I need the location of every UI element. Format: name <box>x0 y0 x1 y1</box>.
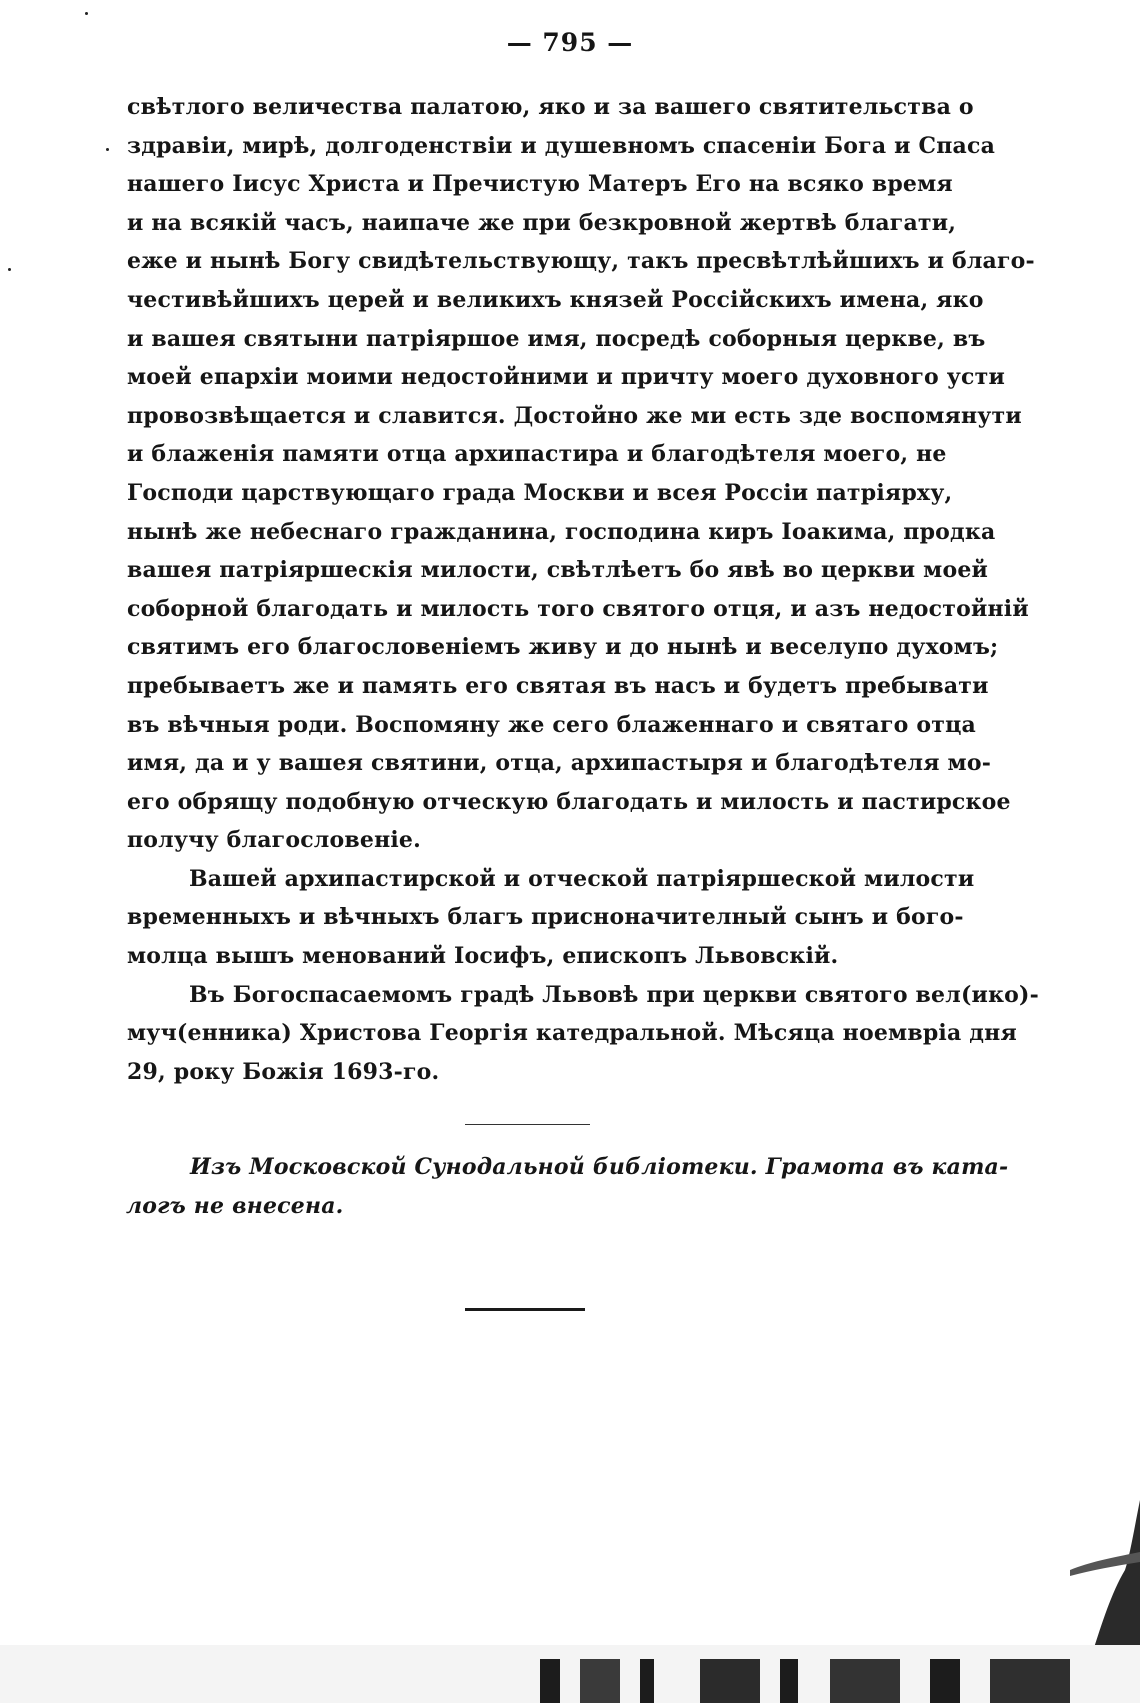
scan-edge-bar <box>830 1659 900 1703</box>
scan-edge-bar <box>580 1659 620 1703</box>
text-line: свѣтлого величества палатою, яко и за вашего святительства о <box>127 94 974 120</box>
text-line: святимъ его благословеніемъ живу и до нынѣ и веселупо духомъ; <box>127 634 999 661</box>
scan-edge-bar <box>700 1659 760 1703</box>
scan-corner-shadow <box>1030 1500 1140 1660</box>
text-line: 29, року Божія 1693-го. <box>127 1058 440 1085</box>
text-line: провозвѣщается и славится. Достойно же ми есть зде воспомянути <box>127 402 1022 429</box>
separator-rule <box>465 1124 590 1125</box>
scan-edge-bar <box>540 1659 560 1703</box>
text-line: еже и нынѣ Богу свидѣтельствующу, такъ пресвѣтлѣйшихъ и благо- <box>127 248 1035 275</box>
note-line: Изъ Московской Сунодальной библіотеки. Грамота въ ката- <box>190 1154 1009 1180</box>
scan-bottom-edge <box>0 1645 1140 1703</box>
paragraph-3 <box>127 976 1039 1092</box>
scan-speck <box>8 268 11 271</box>
text-line: честивѣйшихъ церей и великихъ князей Россійскихъ имена, яко <box>127 286 984 313</box>
paragraph-1 <box>127 88 1035 860</box>
scan-edge-bar <box>780 1659 798 1703</box>
text-line: въ вѣчныя роди. Воспомяну же сего блаженнаго и святаго отца <box>127 711 976 738</box>
text-line: здравіи, мирѣ, долгоденствіи и душевномъ спасеніи Бога и Спаса <box>127 132 996 159</box>
text-line: пребываетъ же и память его святая въ насъ и будетъ пребывати <box>127 672 989 699</box>
text-line: временныхъ и вѣчныхъ благъ присноначителный сынъ и бого- <box>127 904 964 931</box>
text-line: молца вышъ менований Іосифъ, епископъ Львовскій. <box>127 943 839 970</box>
text-line: его обрящу подобную отческую благодать и милость и пастирское <box>127 788 1011 815</box>
text-line: и вашея святыни патріяршое имя, посредѣ соборныя церкве, въ <box>127 325 986 352</box>
text-line: и блаженія памяти отца архипастира и благодѣтеля моего, не <box>127 441 947 468</box>
scan-edge-bar <box>930 1659 960 1703</box>
text-line: нашего Іисус Христа и Пречистую Матеръ Его на всяко время <box>127 171 953 198</box>
text-line: вашея патріяршескія милости, свѣтлѣетъ бо явѣ во церкви моей <box>127 557 989 584</box>
source-note <box>126 1148 1009 1225</box>
text-line: имя, да и у вашея святини, отца, архипастыря и благодѣтеля мо- <box>127 750 992 777</box>
scan-edge-bar <box>640 1659 654 1703</box>
text-line: получу благословеніе. <box>127 827 421 854</box>
text-line: Въ Богоспасаемомъ градѣ Львовѣ при церкви святого вел(ико)- <box>189 981 1039 1008</box>
note-line: логъ не внесена. <box>126 1192 344 1219</box>
paragraph-2 <box>127 860 975 976</box>
page-number: — 795 — <box>506 28 634 57</box>
text-line: Господи царствующаго града Москви и всея Россіи патріярху, <box>127 479 953 506</box>
scan-speck <box>106 148 109 151</box>
scan-edge-bar <box>990 1659 1070 1703</box>
text-line: и на всякій часъ, наипаче же при безкровной жертвѣ благати, <box>127 209 957 236</box>
end-rule <box>465 1308 585 1311</box>
text-line: Вашей архипастирской и отческой патріяршеской милости <box>189 865 975 892</box>
scan-speck <box>85 12 88 15</box>
text-line: муч(енника) Христова Георгія катедральной. Мѣсяца ноемвріа дня <box>127 1020 1017 1047</box>
letter-body <box>127 88 1039 1091</box>
text-line: соборной благодать и милость того святого отця, и азъ недостойній <box>127 595 1029 622</box>
text-line: нынѣ же небеснаго гражданина, господина киръ Іоакима, продка <box>127 518 996 545</box>
text-line: моей епархіи моими недостойними и причту моего духовного усти <box>127 364 1005 391</box>
